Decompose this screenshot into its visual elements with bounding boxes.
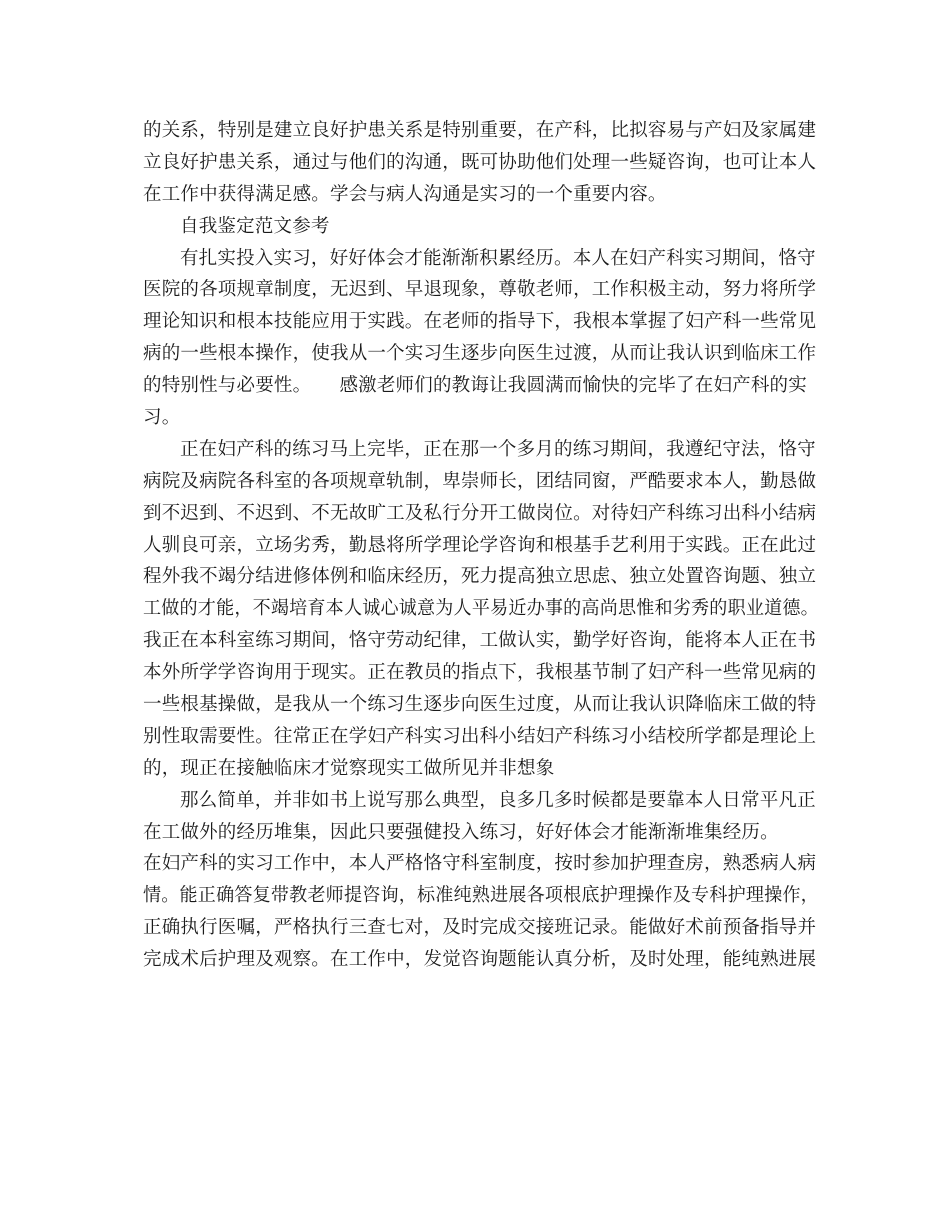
- text-line: 正在妇产科的练习马上完毕，正在那一个多月的练习期间，我遵纪守法，恪守: [180, 438, 816, 460]
- text-line: 立良好护患关系，通过与他们的沟通，既可协助他们处理一些疑咨询，也可让本人: [143, 151, 817, 173]
- text-line: 正确执行医嘱，严格执行三查七对，及时完成交接班记录。能做好术前预备指导并: [143, 917, 817, 939]
- text-line: 的特别性与必要性。 感激老师们的教诲让我圆满而愉快的完毕了在妇产科的实: [143, 375, 807, 397]
- text-line: 情。能正确答复带教老师提咨询，标准纯熟进展各项根底护理操作及专科护理操作，: [143, 885, 819, 907]
- paragraph: [143, 115, 819, 211]
- text-line: 的，现正在接触临床才觉察现实工做所见并非想象: [143, 757, 555, 779]
- text-line: 病院及病院各科室的各项规章轨制，卑崇师长，团结同窗，严酷要求本人，勤恳做: [143, 470, 817, 492]
- paragraph: [143, 211, 819, 243]
- text-line: 习。: [143, 407, 181, 429]
- text-line: 一些根基操做，是我从一个练习生逐步向医生过度，从而让我认识降临床工做的特: [143, 694, 817, 716]
- text-line: 人驯良可亲，立场劣秀，勤恳将所学理论学咨询和根基手艺利用于实践。正在此过: [143, 534, 817, 556]
- text-line: 我正在本科室练习期间，恪守劳动纪律，工做认实，勤学好咨询，能将本人正在书: [143, 630, 817, 652]
- text-line: 到不迟到、不迟到、不无故旷工及私行分开工做岗位。对待妇产科练习出科小结病: [143, 502, 817, 524]
- text-line: 理论知识和根本技能应用于实践。在老师的指导下，我根本掌握了妇产科一些常见: [143, 311, 817, 333]
- text-line: 在工作中获得满足感。学会与病人沟通是实习的一个重要内容。: [143, 183, 667, 205]
- text-line: 那么简单，并非如书上说写那么典型，良多几多时候都是要靠本人日常平凡正: [180, 789, 816, 811]
- text-line: 的关系，特别是建立良好护患关系是特别重要，在产科，比拟容易与产妇及家属建: [143, 120, 817, 141]
- text-line: 在工做外的经历堆集，因此只要强健投入练习，好好体会才能渐渐堆集经历。: [143, 821, 779, 843]
- text-line: 本外所学学咨询用于现实。正在教员的指点下，我根基节制了妇产科一些常见病的: [143, 662, 817, 684]
- text-line: 医院的各项规章制度，无迟到、早退现象，尊敬老师，工作积极主动，努力将所学: [143, 279, 817, 301]
- paragraph: [143, 785, 819, 976]
- text-line: 工做的才能，不竭培育本人诚心诚意为人平易近办事的高尚思惟和劣秀的职业道德。: [143, 598, 819, 620]
- paragraph: [143, 243, 819, 434]
- text-line: 有扎实投入实习，好好体会才能渐渐积累经历。本人在妇产科实习期间，恪守: [180, 247, 816, 269]
- text-line: 病的一些根本操作，使我从一个实习生逐步向医生过渡，从而让我认识到临床工作: [143, 343, 817, 365]
- document-body: [143, 115, 819, 976]
- text-line: 程外我不竭分结进修体例和临床经历，死力提高独立思虑、独立处置咨询题、独立: [143, 566, 817, 588]
- text-line: 自我鉴定范文参考: [180, 215, 330, 237]
- text-line: 在妇产科的实习工作中，本人严格恪守科室制度，按时参加护理查房，熟悉病人病: [143, 853, 817, 875]
- text-line: 别性取需要性。往常正在学妇产科实习出科小结妇产科练习小结校所学都是理论上: [143, 725, 817, 747]
- paragraph: [143, 434, 819, 785]
- text-line: 完成术后护理及观察。在工作中，发觉咨询题能认真分析，及时处理，能纯熟进展: [143, 949, 817, 971]
